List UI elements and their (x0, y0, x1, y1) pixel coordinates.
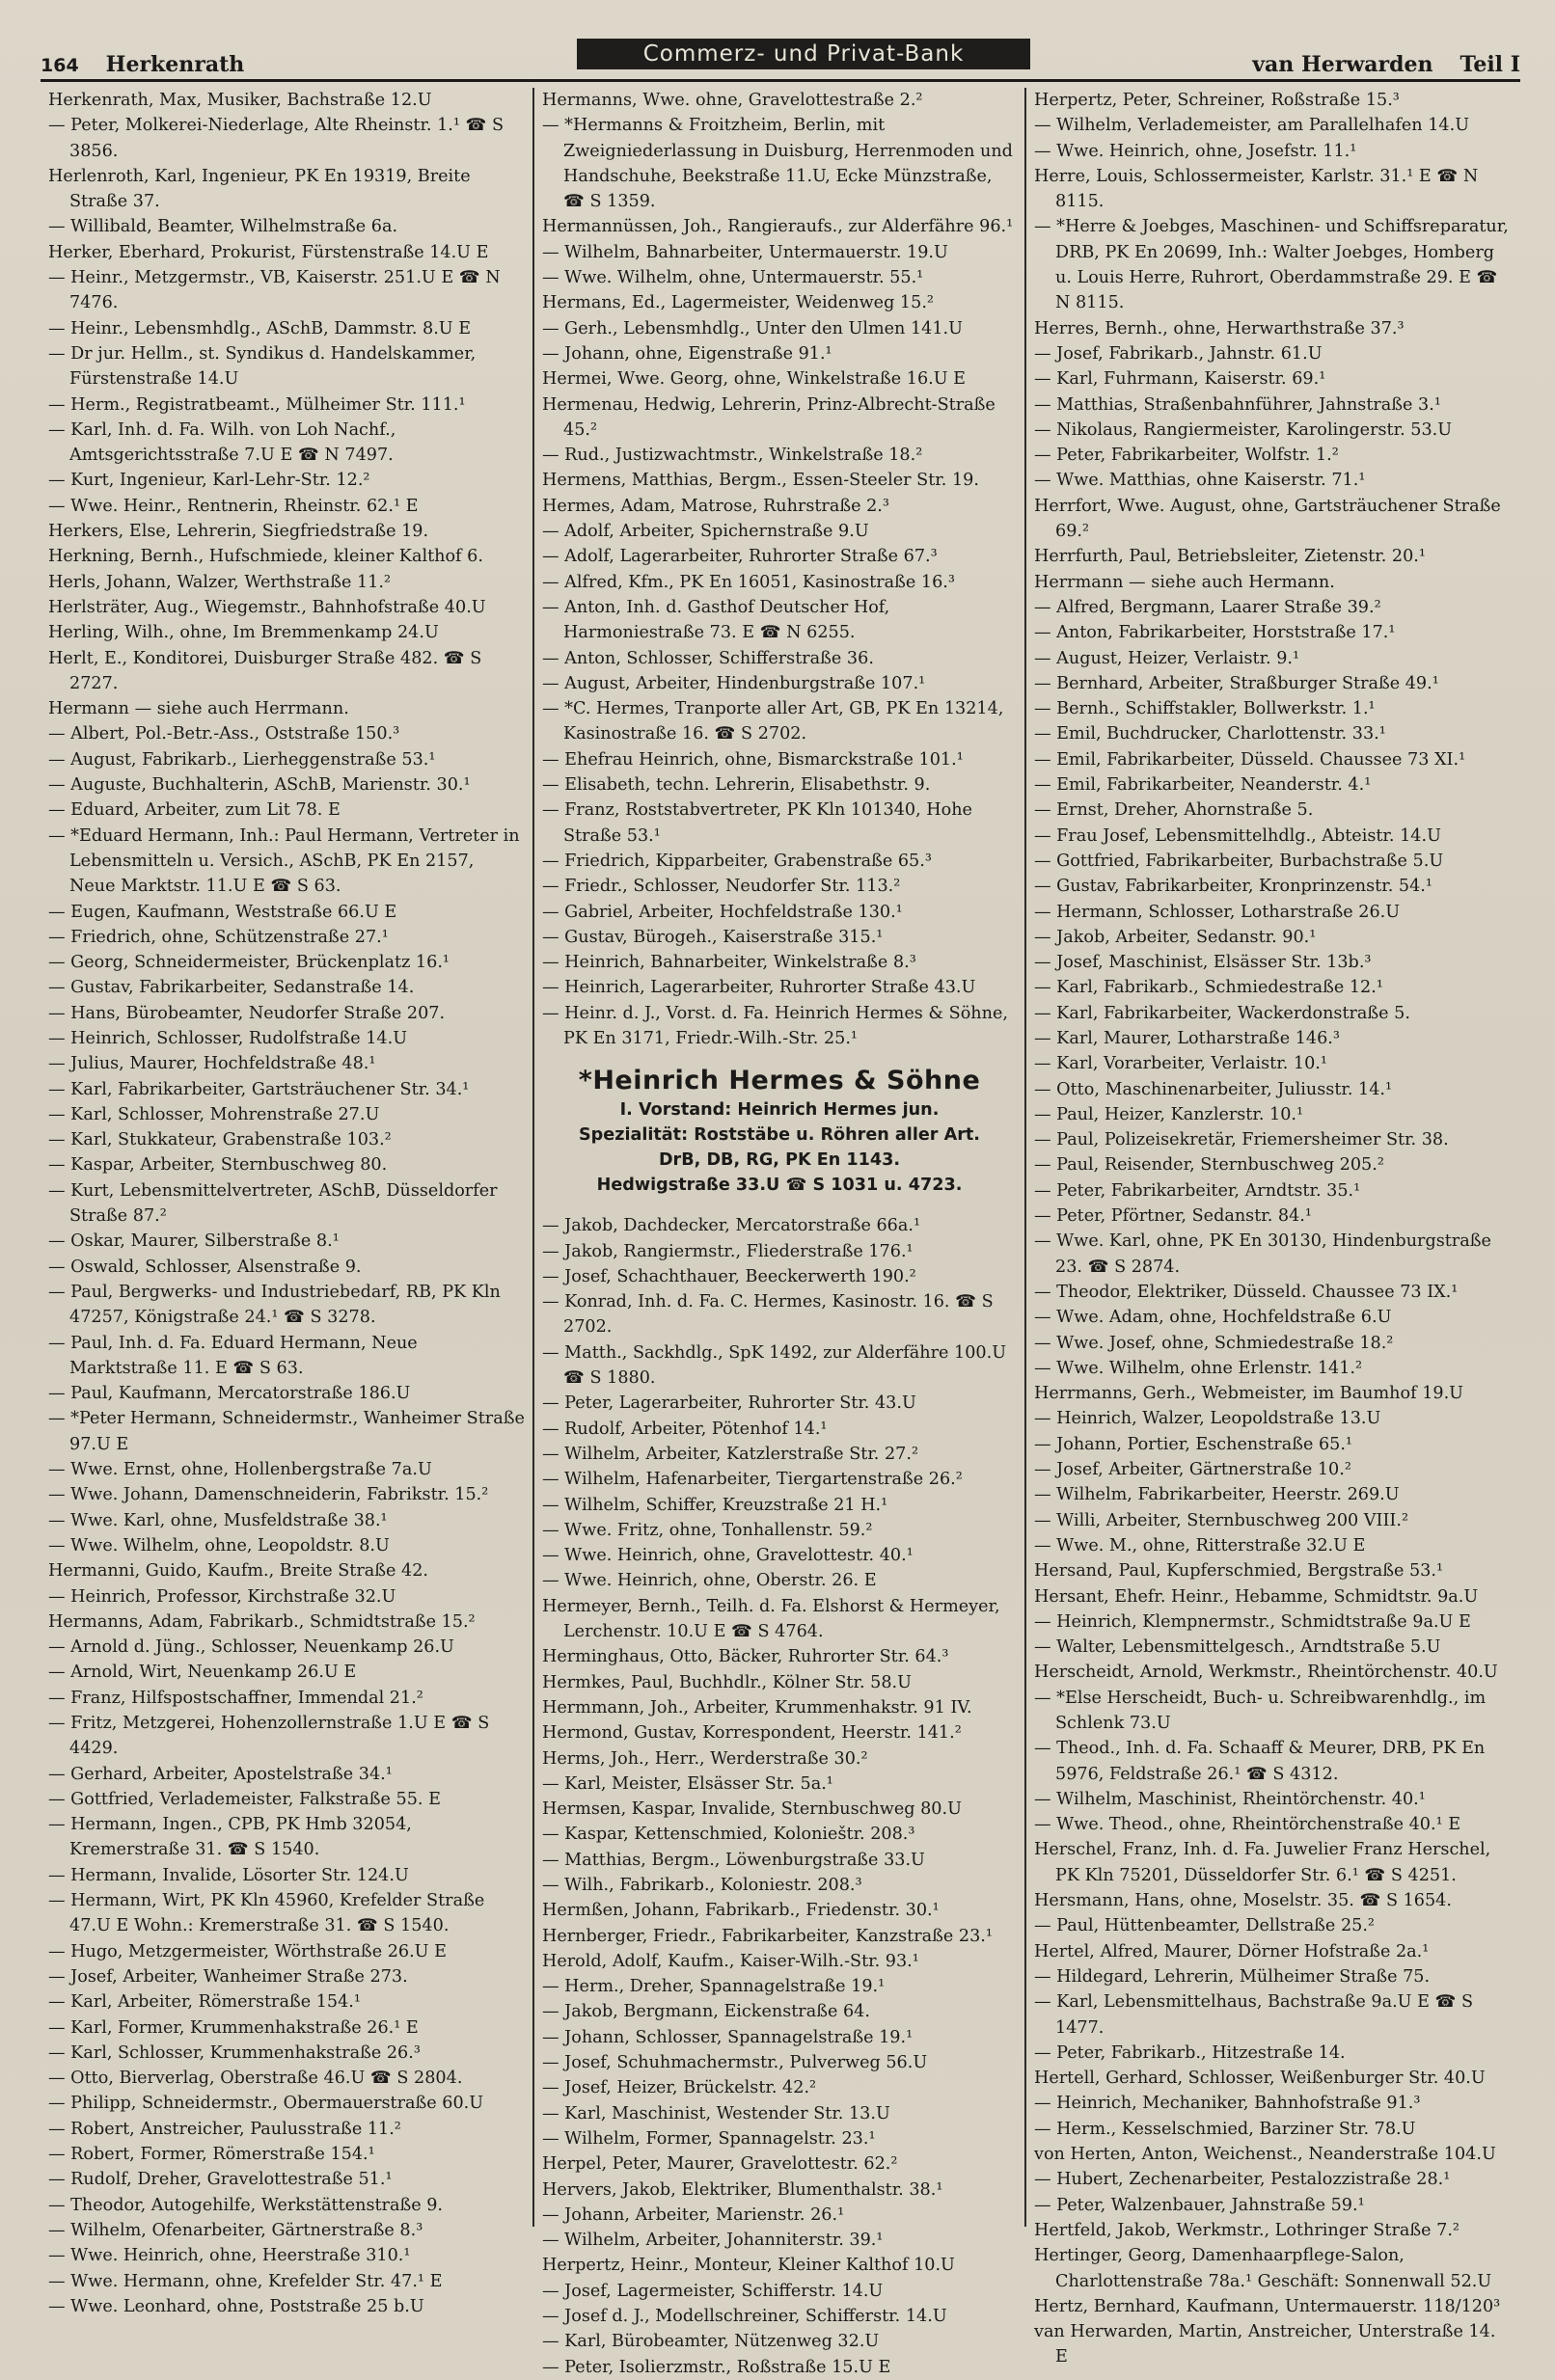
directory-entry: — Wwe. Hermann, ohne, Krefelder Str. 47.¹ E (48, 2271, 443, 2291)
directory-entry: — Dr jur. Hellm., st. Syndikus d. Handelskammer, Fürstenstraße 14.U (48, 343, 477, 390)
directory-entry: — Elisabeth, techn. Lehrerin, Elisabethstr. 9. (542, 775, 931, 796)
directory-entry: — Heinrich, Schlosser, Rudolfstraße 14.U (48, 1028, 408, 1048)
directory-entry: — Hermann, Invalide, Lösorter Str. 124.U (48, 1865, 409, 1885)
directory-entry: — Karl, Schlosser, Krummenhakstraße 26.³ (48, 2042, 421, 2063)
directory-entry: Hermans, Ed., Lagermeister, Weidenweg 15.² (542, 293, 934, 313)
directory-entry: Herker, Eberhard, Prokurist, Fürstenstraße 14.U E (48, 242, 489, 262)
directory-entry: — *Else Herscheidt, Buch- u. Schreibwarenhdlg., im Schlenk 73.U (1034, 1688, 1487, 1733)
directory-entry: — Wwe. Heinrich, ohne, Oberstr. 26. E (542, 1571, 877, 1591)
ad-line-3: DrB, DB, RG, PK En 1143. (658, 1150, 901, 1171)
directory-entry: — Franz, Hilfspostschaffner, Immendal 21.² (48, 1688, 423, 1708)
directory-entry: — Franz, Roststabvertreter, PK Kln 101340, Hohe Straße 53.¹ (542, 800, 972, 846)
directory-entry: — Fritz, Metzgerei, Hohenzollernstraße 1.U E ☎ S 4429. (48, 1714, 490, 1759)
directory-entry: — Hugo, Metzgermeister, Wörthstraße 26.U E (48, 1941, 447, 1961)
directory-entry: Herpel, Peter, Maurer, Gravelottestr. 62.² (542, 2154, 898, 2175)
directory-entry: — Wwe. Wilhelm, ohne, Untermauerstr. 55.¹ (542, 268, 924, 288)
directory-entry: — Wilhelm, Fabrikarbeiter, Heerstr. 269.U (1034, 1485, 1400, 1505)
directory-entry: — Rud., Justizwachtmstr., Winkelstraße 18.² (542, 446, 923, 466)
directory-entry: — Josef, Heizer, Brückelstr. 42.² (542, 2078, 817, 2098)
directory-entry: — Konrad, Inh. d. Fa. C. Hermes, Kasinostr. 16. ☎ S 2702. (542, 1292, 994, 1338)
directory-entry: — Karl, Former, Krummenhakstraße 26.¹ E (48, 2017, 419, 2038)
directory-entry: Hermens, Matthias, Bergm., Essen-Steeler Str. 19. (542, 471, 979, 491)
directory-entry: Herscheidt, Arnold, Werkmstr., Rheintörchenstr. 40.U (1034, 1663, 1498, 1683)
directory-entry: Herms, Joh., Herr., Werderstraße 30.² (542, 1748, 868, 1769)
directory-entry: Hermsen, Kaspar, Invalide, Sternbuschweg 80.U (542, 1799, 962, 1820)
directory-entry: — Johann, Arbeiter, Marienstr. 26.¹ (542, 2204, 845, 2225)
directory-entry: — Hermann, Wirt, PK Kln 45960, Krefelder Straße 47.U E Wohn.: Kremerstraße 31. ☎ S 1540. (48, 1891, 485, 1936)
directory-entry: — Anton, Inh. d. Gasthof Deutscher Hof, Harmoniestraße 73. E ☎ N 6255. (542, 597, 890, 643)
directory-entry: — Karl, Fuhrmann, Kaiserstr. 69.¹ (1034, 369, 1326, 390)
directory-entry: Hermßen, Johann, Fabrikarb., Friedenstr. 30.¹ (542, 1901, 940, 1921)
column-middle-top (542, 88, 1017, 1051)
directory-entry: — Wwe. Matthias, ohne Kaiserstr. 71.¹ (1034, 471, 1366, 491)
directory-entry: — Wilhelm, Former, Spannagelstr. 23.¹ (542, 2128, 876, 2149)
running-head-left: Herkenrath (105, 52, 245, 77)
column-left (41, 88, 532, 2316)
directory-entry: — Heinrich, Professor, Kirchstraße 32.U (48, 1586, 396, 1607)
directory-entry: Herkenrath, Max, Musiker, Bachstraße 12.U (48, 91, 432, 110)
directory-entry: — Herm., Registratbeamt., Mülheimer Str. 111.¹ (48, 394, 466, 415)
directory-entry: — *C. Hermes, Tranporte aller Art, GB, PK En 13214, Kasinostraße 16. ☎ S 2702. (542, 699, 1004, 744)
directory-entry: — Karl, Bürobeamter, Nützenweg 32.U (542, 2332, 880, 2352)
advertisement-heinrich-hermes (542, 1068, 1017, 1198)
directory-entry: — Wilhelm, Arbeiter, Johanniterstr. 39.¹ (542, 2231, 884, 2251)
directory-entry: — August, Arbeiter, Hindenburgstraße 107.¹ (542, 673, 926, 693)
directory-entry: — Adolf, Lagerarbeiter, Ruhrorter Straße 67.³ (542, 547, 938, 567)
directory-entry: — Karl, Arbeiter, Römerstraße 154.¹ (48, 1992, 361, 2013)
directory-entry: Hernberger, Friedr., Fabrikarbeiter, Kanzstraße 23.¹ (542, 1926, 993, 1946)
directory-entry: — Bernhard, Arbeiter, Straßburger Straße 49.¹ (1034, 673, 1439, 693)
directory-entry: van Herwarden, Martin, Anstreicher, Unterstraße 14. E (1034, 2322, 1496, 2367)
ad-line-1: I. Vorstand: Heinrich Hermes jun. (619, 1100, 940, 1121)
directory-entry: Herlsträter, Aug., Wiegemstr., Bahnhofstraße 40.U (48, 597, 486, 617)
directory-entry: Hertinger, Georg, Damenhaarpflege-Salon, Charlottenstraße 78a.¹ Geschäft: Sonnenwall 52.U (1034, 2246, 1492, 2291)
directory-entry: Herre, Louis, Schlossermeister, Karlstr. 31.¹ E ☎ N 8115. (1034, 166, 1479, 212)
directory-entry: — Emil, Fabrikarbeiter, Neanderstr. 4.¹ (1034, 775, 1372, 796)
directory-entry: — August, Heizer, Verlaistr. 9.¹ (1034, 648, 1300, 668)
directory-entry: — Paul, Inh. d. Fa. Eduard Hermann, Neue Marktstraße 11. E ☎ S 63. (48, 1333, 418, 1378)
directory-entry: — *Eduard Hermann, Inh.: Paul Hermann, Vertreter in Lebensmitteln u. Versich., ASchB, PK En 2157, Neue Marktstr. 11.U E ☎ S 63. (48, 825, 520, 897)
directory-entry: Herold, Adolf, Kaufm., Kaiser-Wilh.-Str. 93.¹ (542, 1951, 919, 1971)
header-right (1252, 52, 1520, 77)
directory-entry: — Walter, Lebensmittelgesch., Arndtstraße 5.U (1034, 1637, 1441, 1658)
directory-entry: — Heinrich, Mechaniker, Bahnhofstraße 91.³ (1034, 2094, 1421, 2114)
directory-entry: — Arnold, Wirt, Neuenkamp 26.U E (48, 1663, 357, 1683)
column-right (1024, 88, 1516, 2367)
directory-entry: — Heinrich, Klempnermstr., Schmidtstraße 9a.U E (1034, 1611, 1471, 1632)
directory-entry: — Hildegard, Lehrerin, Mülheimer Straße 75. (1034, 1966, 1431, 1987)
directory-entry: — Paul, Bergwerks- und Industriebedarf, RB, PK Kln 47257, Königstraße 24.¹ ☎ S 3278. (48, 1282, 501, 1328)
directory-entry: — Matth., Sackhdlg., SpK 1492, zur Alderfähre 100.U ☎ S 1880. (542, 1342, 1007, 1389)
directory-entry: — Ernst, Dreher, Ahornstraße 5. (1034, 800, 1314, 821)
ad-line-2: Spezialität: Roststäbe u. Röhren aller Art. (579, 1125, 980, 1146)
directory-entry: — Josef, Schachthauer, Beeckerwerth 190.² (542, 1266, 916, 1286)
directory-entry: — Kurt, Ingenieur, Karl-Lehr-Str. 12.² (48, 471, 370, 491)
directory-entry: — Emil, Fabrikarbeiter, Düsseld. Chaussee 73 XI.¹ (1034, 749, 1466, 770)
directory-entry: — Heinr. d. J., Vorst. d. Fa. Heinrich Hermes & Söhne, PK En 3171, Friedr.-Wilh.-Str. 25.¹ (542, 1003, 1008, 1048)
directory-entry: Hermond, Gustav, Korrespondent, Heerstr. 141.² (542, 1723, 962, 1744)
directory-entry: — Jakob, Bergmann, Eickenstraße 64. (542, 2002, 870, 2022)
directory-entry: — Matthias, Straßenbahnführer, Jahnstraße 3.¹ (1034, 394, 1441, 415)
directory-entry: — Wwe. Heinr., Rentnerin, Rheinstr. 62.¹ E (48, 496, 419, 516)
directory-entry: — Bernh., Schiffstakler, Bollwerkstr. 1.¹ (1034, 699, 1376, 719)
directory-entry: — Julius, Maurer, Hochfeldstraße 48.¹ (48, 1054, 376, 1074)
directory-entry: — Wwe. Karl, ohne, Musfeldstraße 38.¹ (48, 1510, 388, 1530)
directory-entry: Hermann — siehe auch Herrmann. (48, 699, 349, 719)
directory-entry: — Jakob, Arbeiter, Sedanstr. 90.¹ (1034, 927, 1317, 947)
directory-entry: — Theodor, Autogehilfe, Werkstättenstraße 9. (48, 2195, 443, 2215)
directory-entry: — Karl, Lebensmittelhaus, Bachstraße 9a.U E ☎ S 1477. (1034, 1992, 1474, 2038)
directory-entry: — Adolf, Arbeiter, Spichernstraße 9.U (542, 522, 869, 542)
directory-entry: — Gottfried, Verlademeister, Falkstraße 55. E (48, 1789, 441, 1809)
directory-entry: — Paul, Kaufmann, Mercatorstraße 186.U (48, 1384, 411, 1404)
ad-title: *Heinrich Hermes & Söhne (578, 1066, 981, 1096)
directory-entry: — Peter, Fabrikarbeiter, Arndtstr. 35.¹ (1034, 1180, 1361, 1201)
directory-entry: — Wilhelm, Maschinist, Rheintörchenstr. 40.¹ (1034, 1789, 1426, 1809)
directory-entry: — Jakob, Dachdecker, Mercatorstraße 66a.¹ (542, 1216, 921, 1236)
directory-entry: — Georg, Schneidermeister, Brückenplatz 16.¹ (48, 953, 450, 973)
directory-entry: — *Herre & Joebges, Maschinen- und Schiffsreparatur, DRB, PK En 20699, Inh.: Walter Joebges, Homberg u. Louis Herre, Ruhrort, Oberdammstraße 29. E ☎ N 8115. (1034, 217, 1509, 313)
directory-entry: — Hermann, Schlosser, Lotharstraße 26.U (1034, 902, 1401, 922)
directory-entry: — Wilh., Fabrikarb., Koloniestr. 208.³ (542, 1876, 862, 1895)
directory-entry: Hertz, Bernhard, Kaufmann, Untermauerstr. 118/120³ (1034, 2296, 1501, 2316)
directory-entry: — *Hermanns & Froitzheim, Berlin, mit Zweigniederlassung in Duisburg, Herrenmoden und Handschuhe, Beekstraße 11.U, Ecke Münzstraße, ☎ S 1359. (542, 116, 1013, 212)
directory-entry: Hermenau, Hedwig, Lehrerin, Prinz-Albrecht-Straße 45.² (542, 394, 996, 440)
directory-entry: — Wwe. Leonhard, ohne, Poststraße 25 b.U (48, 2296, 424, 2316)
directory-entry: — Theodor, Elektriker, Düsseld. Chaussee 73 IX.¹ (1034, 1282, 1459, 1302)
directory-entry: — Heinr., Metzgermstr., VB, Kaiserstr. 251.U E ☎ N 7476. (48, 268, 501, 313)
directory-entry: Herls, Johann, Walzer, Werthstraße 11.² (48, 572, 391, 592)
directory-entry: — Wwe. Heinrich, ohne, Heerstraße 310.¹ (48, 2246, 411, 2266)
directory-entry: — Wwe. Heinrich, ohne, Gravelottestr. 40.¹ (542, 1546, 914, 1566)
directory-entry: — Wwe. Ernst, ohne, Hollenbergstraße 7a.U (48, 1460, 432, 1480)
running-head-right: van Herwarden (1252, 52, 1433, 77)
directory-entry: — Wwe. Karl, ohne, PK En 30130, Hindenburgstraße 23. ☎ S 2874. (1034, 1231, 1491, 1277)
directory-entry: — Auguste, Buchhalterin, ASchB, Marienstr. 30.¹ (48, 775, 471, 796)
directory-entry: — Johann, Portier, Eschenstraße 65.¹ (1034, 1434, 1352, 1454)
directory-entry: — Josef, Lagermeister, Schifferstr. 14.U (542, 2281, 884, 2301)
directory-entry: — Alfred, Bergmann, Laarer Straße 39.² (1034, 597, 1381, 617)
directory-entry: Hermeyer, Bernh., Teilh. d. Fa. Elshorst & Hermeyer, Lerchenstr. 10.U E ☎ S 4764. (542, 1596, 1000, 1642)
directory-entry: — Karl, Inh. d. Fa. Wilh. von Loh Nachf., Amtsgerichtsstraße 7.U E ☎ N 7497. (48, 419, 396, 466)
directory-entry: — Paul, Polizeisekretär, Friemersheimer Str. 38. (1034, 1130, 1449, 1150)
directory-entry: — Robert, Former, Römerstraße 154.¹ (48, 2145, 375, 2165)
directory-entry: — Friedrich, Kipparbeiter, Grabenstraße 65.³ (542, 851, 932, 871)
directory-entry: Herrmann — siehe auch Hermann. (1034, 572, 1335, 592)
directory-entry: — Peter, Fabrikarbeiter, Wolfstr. 1.² (1034, 446, 1339, 466)
directory-entry: — Arnold d. Jüng., Schlosser, Neuenkamp 26.U (48, 1637, 454, 1658)
directory-entry: — Karl, Fabrikarbeiter, Gartsträuchener Str. 34.¹ (48, 1079, 470, 1099)
directory-entry: — Anton, Fabrikarbeiter, Horststraße 17.¹ (1034, 623, 1396, 643)
directory-entry: — Kaspar, Kettenschmied, Kolonieštr. 208.³ (542, 1825, 915, 1845)
directory-entry: — Kurt, Lebensmittelvertreter, ASchB, Düsseldorfer Straße 87.² (48, 1180, 498, 1227)
directory-entry: Hermanni, Guido, Kaufm., Breite Straße 42. (48, 1561, 429, 1582)
directory-entry: — Frau Josef, Lebensmittelhdlg., Abteistr. 14.U (1034, 825, 1441, 846)
directory-entry: — Wwe. Josef, ohne, Schmiedestraße 18.² (1034, 1333, 1394, 1353)
directory-entry: — Theod., Inh. d. Fa. Schaaff & Meurer, DRB, PK En 5976, Feldstraße 26.¹ ☎ S 4312. (1034, 1739, 1486, 1784)
directory-entry: — Wilhelm, Schiffer, Kreuzstraße 21 H.¹ (542, 1495, 888, 1515)
directory-entry: — Peter, Molkerei-Niederlage, Alte Rheinstr. 1.¹ ☎ S 3856. (48, 116, 505, 161)
directory-entry: Hervers, Jakob, Elektriker, Blumenthalstr. 38.¹ (542, 2179, 943, 2200)
directory-entry: — Anton, Schlosser, Schifferstraße 36. (542, 648, 874, 668)
columns (41, 88, 1520, 2377)
directory-entry: Hertell, Gerhard, Schlosser, Weißenburger Str. 40.U (1034, 2069, 1486, 2089)
directory-entry: — Jakob, Rangiermstr., Fliederstraße 176.¹ (542, 1241, 914, 1261)
directory-entry: — Josef, Schuhmachermstr., Pulverweg 56.U (542, 2053, 928, 2073)
directory-entry: — Peter, Pförtner, Sedanstr. 84.¹ (1034, 1206, 1312, 1227)
directory-entry: — Heinrich, Walzer, Leopoldstraße 13.U (1034, 1409, 1381, 1429)
directory-entry: Hermanns, Wwe. ohne, Gravelottestraße 2.² (542, 91, 923, 110)
page-number: 164 (41, 55, 79, 76)
page-header (41, 39, 1520, 82)
directory-entry: — Karl, Fabrikarb., Schmiedestraße 12.¹ (1034, 978, 1383, 998)
directory-entry: — Wwe. M., ohne, Ritterstraße 32.U E (1034, 1535, 1366, 1555)
directory-entry: — Wwe. Fritz, ohne, Tonhallenstr. 59.² (542, 1520, 873, 1540)
directory-entry: — Herm., Kesselschmied, Barziner Str. 78.U (1034, 2119, 1416, 2139)
directory-entry: Herrfurth, Paul, Betriebsleiter, Zietenstr. 20.¹ (1034, 547, 1426, 567)
directory-entry: — Hubert, Zechenarbeiter, Pestalozzistraße 28.¹ (1034, 2170, 1451, 2190)
directory-entry: — Wwe. Johann, Damenschneiderin, Fabrikstr. 15.² (48, 1485, 489, 1505)
directory-entry: — Friedr., Schlosser, Neudorfer Str. 113.² (542, 877, 901, 897)
directory-entry: — Johann, ohne, Eigenstraße 91.¹ (542, 343, 832, 364)
directory-entry: — Heinr., Lebensmhdlg., ASchB, Dammstr. 8.U E (48, 318, 472, 338)
directory-entry: Herminghaus, Otto, Bäcker, Ruhrorter Str. 64.³ (542, 1647, 949, 1667)
directory-entry: Hermkes, Paul, Buchhdlr., Kölner Str. 58.U (542, 1672, 912, 1692)
directory-entry: — Philipp, Schneidermstr., Obermauerstraße 60.U (48, 2094, 484, 2114)
directory-entry: — Eduard, Arbeiter, zum Lit 78. E (48, 800, 341, 821)
directory-entry: — Gerh., Lebensmhdlg., Unter den Ulmen 141.U (542, 318, 963, 338)
directory-entry: Herling, Wilh., ohne, Im Bremmenkamp 24.U (48, 623, 439, 643)
directory-entry: Herrfort, Wwe. August, ohne, Gartsträuchener Straße 69.² (1034, 496, 1501, 542)
directory-entry: — Gustav, Bürogeh., Kaiserstraße 315.¹ (542, 927, 884, 947)
directory-entry: Herkers, Else, Lehrerin, Siegfriedstraße 19. (48, 522, 429, 542)
directory-entry: — Paul, Heizer, Kanzlerstr. 10.¹ (1034, 1104, 1304, 1124)
directory-entry: Hermei, Wwe. Georg, ohne, Winkelstraße 16.U E (542, 369, 967, 390)
column-middle-bottom (542, 1213, 1017, 2380)
directory-entry: — Johann, Schlosser, Spannagelstraße 19.¹ (542, 2027, 914, 2047)
directory-entry: — Wwe. Wilhelm, ohne, Leopoldstr. 8.U (48, 1535, 390, 1555)
directory-entry: Herres, Bernh., ohne, Herwarthstraße 37.³ (1034, 318, 1405, 338)
directory-entry: Hersant, Ehefr. Heinr., Hebamme, Schmidtstr. 9a.U (1034, 1586, 1479, 1607)
directory-entry: — *Peter Hermann, Schneidermstr., Wanheimer Straße 97.U E (48, 1409, 525, 1454)
directory-entry: — Peter, Isolierzmstr., Roßstraße 15.U E (542, 2357, 891, 2377)
directory-entry: — Peter, Lagerarbeiter, Ruhrorter Str. 43.U (542, 1393, 916, 1414)
directory-entry: — Gustav, Fabrikarbeiter, Kronprinzenstr. 54.¹ (1034, 877, 1432, 897)
directory-entry: — Kaspar, Arbeiter, Sternbuschweg 80. (48, 1155, 388, 1176)
ad-line-4: Hedwigstraße 33.U ☎ S 1031 u. 4723. (596, 1176, 963, 1196)
directory-entry: — Rudolf, Arbeiter, Pötenhof 14.¹ (542, 1419, 828, 1439)
directory-entry: — Albert, Pol.-Betr.-Ass., Oststraße 150.³ (48, 724, 400, 744)
directory-entry: — Eugen, Kaufmann, Weststraße 66.U E (48, 902, 397, 922)
directory-entry: — Herm., Dreher, Spannagelstraße 19.¹ (542, 1977, 886, 1997)
directory-entry: — Karl, Schlosser, Mohrenstraße 27.U (48, 1104, 380, 1124)
directory-entry: — Emil, Buchdrucker, Charlottenstr. 33.¹ (1034, 724, 1386, 744)
directory-entry: Hersand, Paul, Kupferschmied, Bergstraße 53.¹ (1034, 1561, 1444, 1582)
column-middle (532, 88, 1024, 2377)
directory-entry: Herschel, Franz, Inh. d. Fa. Juwelier Franz Herschel, PK Kln 75201, Düsseldorfer Str. 6.¹ ☎ S 4251. (1034, 1840, 1491, 1885)
directory-entry: von Herten, Anton, Weichenst., Neanderstraße 104.U (1034, 2145, 1496, 2165)
directory-entry: — August, Fabrikarb., Lierheggenstraße 53.¹ (48, 749, 436, 770)
directory-entry: Hermes, Adam, Matrose, Ruhrstraße 2.³ (542, 496, 889, 516)
directory-entry: Hermannüssen, Joh., Rangieraufs., zur Alderfähre 96.¹ (542, 217, 1014, 237)
directory-entry: — Gerhard, Arbeiter, Apostelstraße 34.¹ (48, 1764, 393, 1784)
directory-entry: Hertel, Alfred, Maurer, Dörner Hofstraße 2a.¹ (1034, 1941, 1430, 1961)
directory-entry: — Karl, Maurer, Lotharstraße 146.³ (1034, 1028, 1340, 1048)
directory-entry: — Gustav, Fabrikarbeiter, Sedanstraße 14. (48, 978, 415, 998)
header-left (41, 52, 244, 77)
directory-entry: — Wilhelm, Bahnarbeiter, Untermauerstr. 19.U (542, 242, 948, 262)
directory-entry: — Willibald, Beamter, Wilhelmstraße 6a. (48, 217, 398, 237)
directory-entry: — Gabriel, Arbeiter, Hochfeldstraße 130.¹ (542, 902, 903, 922)
directory-entry: — Wilhelm, Hafenarbeiter, Tiergartenstraße 26.² (542, 1470, 963, 1490)
directory-entry: — Oskar, Maurer, Silberstraße 8.¹ (48, 1231, 340, 1252)
directory-entry: — Josef d. J., Modellschreiner, Schifferstr. 14.U (542, 2307, 947, 2327)
directory-entry: — Willi, Arbeiter, Sternbuschweg 200 VIII.² (1034, 1510, 1408, 1530)
directory-entry: Herrmanns, Gerh., Webmeister, im Baumhof 19.U (1034, 1384, 1463, 1404)
directory-entry: — Karl, Fabrikarbeiter, Wackerdonstraße 5. (1034, 1003, 1410, 1023)
directory-entry: — Friedrich, ohne, Schützenstraße 27.¹ (48, 927, 389, 947)
directory-entry: — Peter, Walzenbauer, Jahnstraße 59.¹ (1034, 2195, 1365, 2215)
directory-entry: — Heinrich, Bahnarbeiter, Winkelstraße 8.³ (542, 953, 916, 973)
directory-entry: — Karl, Stukkateur, Grabenstraße 103.² (48, 1130, 392, 1150)
directory-entry: — Gottfried, Fabrikarbeiter, Burbachstraße 5.U (1034, 851, 1444, 871)
directory-entry: — Peter, Fabrikarb., Hitzestraße 14. (1034, 2042, 1346, 2063)
directory-entry: — Otto, Maschinenarbeiter, Juliusstr. 14.¹ (1034, 1079, 1393, 1099)
directory-entry: — Matthias, Bergm., Löwenburgstraße 33.U (542, 1850, 925, 1870)
directory-entry: — Wilhelm, Ofenarbeiter, Gärtnerstraße 8.³ (48, 2220, 423, 2240)
directory-entry: Herkning, Bernh., Hufschmiede, kleiner Kalthof 6. (48, 547, 483, 567)
directory-entry: — Karl, Vorarbeiter, Verlaistr. 10.¹ (1034, 1054, 1327, 1074)
directory-entry: — Josef, Fabrikarb., Jahnstr. 61.U (1034, 343, 1323, 364)
directory-entry: — Josef, Arbeiter, Gärtnerstraße 10.² (1034, 1460, 1351, 1480)
directory-entry: Herpertz, Peter, Schreiner, Roßstraße 15.³ (1034, 91, 1400, 110)
directory-entry: — Otto, Bierverlag, Oberstraße 46.U ☎ S 2804. (48, 2069, 463, 2089)
directory-entry: Hermmann, Joh., Arbeiter, Krummenhakstr. 91 IV. (542, 1697, 972, 1717)
directory-entry: — Wilhelm, Arbeiter, Katzlerstraße Str. 27.² (542, 1444, 919, 1464)
directory-entry: Herlenroth, Karl, Ingenieur, PK En 19319, Breite Straße 37. (48, 166, 471, 212)
directory-entry: — Heinrich, Lagerarbeiter, Ruhrorter Straße 43.U (542, 978, 976, 998)
directory-entry: Herlt, E., Konditorei, Duisburger Straße 482. ☎ S 2727. (48, 648, 482, 693)
directory-entry: — Hans, Bürobeamter, Neudorfer Straße 207. (48, 1003, 446, 1023)
directory-entry: — Paul, Hüttenbeamter, Dellstraße 25.² (1034, 1916, 1375, 1936)
directory-entry: — Ehefrau Heinrich, ohne, Bismarckstraße 101.¹ (542, 749, 964, 770)
directory-entry: — Rudolf, Dreher, Gravelottestraße 51.¹ (48, 2170, 393, 2190)
directory-entry: — Wwe. Wilhelm, ohne Erlenstr. 141.² (1034, 1358, 1363, 1378)
directory-entry: — Nikolaus, Rangiermeister, Karolingerstr. 53.U (1034, 419, 1453, 440)
directory-entry: — Josef, Maschinist, Elsässer Str. 13b.³ (1034, 953, 1372, 973)
directory-entry: — Wwe. Theod., ohne, Rheintörchenstraße 40.¹ E (1034, 1815, 1461, 1835)
directory-entry: Herpertz, Heinr., Monteur, Kleiner Kalthof 10.U (542, 2256, 955, 2276)
directory-entry: — Wwe. Adam, ohne, Hochfeldstraße 6.U (1034, 1308, 1392, 1328)
directory-entry: — Paul, Reisender, Sternbuschweg 205.² (1034, 1155, 1384, 1176)
directory-entry: Hertfeld, Jakob, Werkmstr., Lothringer Straße 7.² (1034, 2220, 1460, 2240)
directory-entry: — Robert, Anstreicher, Paulusstraße 11.² (48, 2119, 401, 2139)
directory-entry: — Hermann, Ingen., CPB, PK Hmb 32054, Kremerstraße 31. ☎ S 1540. (48, 1815, 412, 1860)
directory-entry: — Josef, Arbeiter, Wanheimer Straße 273. (48, 1966, 408, 1987)
directory-entry: Hermanns, Adam, Fabrikarb., Schmidtstraße 15.² (48, 1611, 476, 1632)
directory-entry: — Wilhelm, Verlademeister, am Parallelhafen 14.U (1034, 116, 1470, 136)
directory-entry: — Oswald, Schlosser, Alsenstraße 9. (48, 1257, 362, 1277)
directory-entry: — Wwe. Heinrich, ohne, Josefstr. 11.¹ (1034, 141, 1357, 161)
bank-banner: Commerz- und Privat-Bank (577, 39, 1030, 69)
part-label: Teil I (1460, 52, 1520, 77)
directory-entry: — Alfred, Kfm., PK En 16051, Kasinostraße 16.³ (542, 572, 955, 592)
directory-entry: Hersmann, Hans, ohne, Moselstr. 35. ☎ S 1654. (1034, 1891, 1452, 1911)
directory-entry: — Karl, Maschinist, Westender Str. 13.U (542, 2103, 890, 2123)
directory-entry: — Karl, Meister, Elsässer Str. 5a.¹ (542, 1773, 833, 1794)
